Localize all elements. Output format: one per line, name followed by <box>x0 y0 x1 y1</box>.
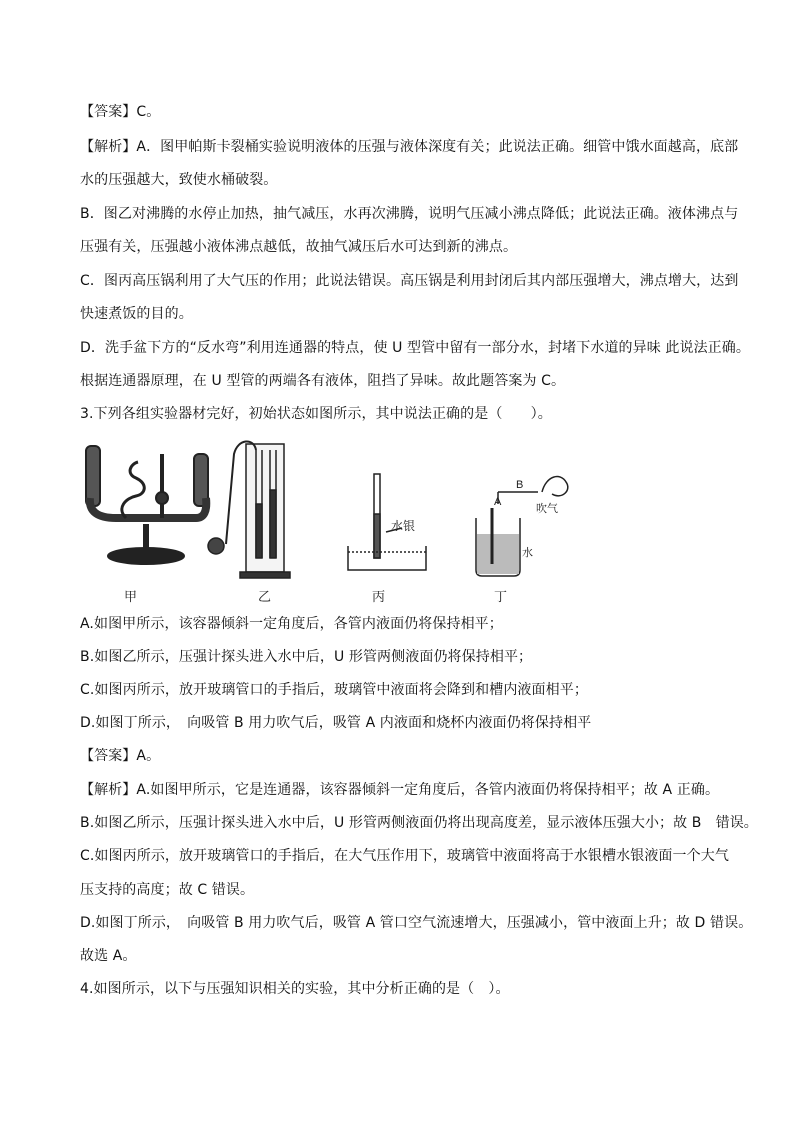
label-b: B <box>516 479 524 491</box>
option-c: C.如图丙所示，放开玻璃管口的手指后，玻璃管中液面将会降到和槽内液面相平； <box>80 682 588 698</box>
caption-ding: 丁 <box>494 590 508 605</box>
analysis-line: 压强有关，压强越小液体沸点越低，故抽气减压后水可达到新的沸点。 <box>80 239 518 255</box>
analysis-line: C．图丙高压锅利用了大气压的作用；此说法错误。高压锅是利用封闭后其内部压强增大，沸点增大，达到 <box>80 273 739 289</box>
figure-drawings <box>76 434 596 604</box>
caption-yi: 乙 <box>258 590 272 605</box>
question-line: 4.如图所示，以下与压强知识相关的实验，其中分析正确的是（ ）。 <box>80 981 510 997</box>
label-water: 水 <box>522 547 533 559</box>
analysis-line: 水的压强越大，致使水桶破裂。 <box>80 172 278 188</box>
label-a: A <box>494 496 502 508</box>
analysis-line: 快速煮饭的目的。 <box>80 306 193 322</box>
question-line: 3.下列各组实验器材完好，初始状态如图所示，其中说法正确的是（ ）。 <box>80 406 552 422</box>
figure-ding-straw <box>476 477 568 576</box>
experiment-figures <box>76 434 596 604</box>
figure-yi-manometer <box>208 441 290 578</box>
caption-jia: 甲 <box>124 590 138 605</box>
option-b: B.如图乙所示，压强计探头进入水中后，U 形管两侧液面仍将保持相平； <box>80 649 533 665</box>
analysis-line: D．洗手盆下方的“反水弯”利用连通器的特点，使 U 型管中留有一部分水，封堵下水道的异味 此说法正确。 <box>80 340 750 356</box>
caption-bing: 丙 <box>372 590 386 605</box>
label-blow: 吹气 <box>536 503 558 515</box>
analysis-line: C.如图丙所示，放开玻璃管口的手指后，在大气压作用下，玻璃管中液面将高于水银槽水银液面一个大气 <box>80 848 729 864</box>
analysis-line: 【解析】A.如图甲所示，它是连通器，该容器倾斜一定角度后，各管内液面仍将保持相平；故 A 正确。 <box>80 782 720 798</box>
label-mercury: 水银 <box>391 519 416 533</box>
answer-line: 【答案】A。 <box>80 748 161 764</box>
analysis-line: B．图乙对沸腾的水停止加热，抽气减压，水再次沸腾，说明气压减小沸点降低；此说法正确。液体沸点与 <box>80 206 739 222</box>
answer-line: 【答案】C。 <box>80 104 161 120</box>
analysis-line: B.如图乙所示，压强计探头进入水中后，U 形管两侧液面仍将出现高度差，显示液体压强大小；故 B 错误。 <box>80 815 758 831</box>
option-a: A.如图甲所示，该容器倾斜一定角度后，各管内液面仍将保持相平； <box>80 616 503 632</box>
analysis-line: 根据连通器原理，在 U 型管的两端各有液体，阻挡了异味。故此题答案为 C。 <box>80 373 566 389</box>
analysis-line: 【解析】A．图甲帕斯卡裂桶实验说明液体的压强与液体深度有关；此说法正确。细管中饿水面越高，底部 <box>80 139 739 155</box>
analysis-line: D.如图丁所示， 向吸管 B 用力吹气后，吸管 A 管口空气流速增大，压强减小，管中液面上升；故 D 错误。 <box>80 915 753 931</box>
analysis-line: 压支持的高度；故 C 错误。 <box>80 882 255 898</box>
option-d: D.如图丁所示， 向吸管 B 用力吹气后，吸管 A 内液面和烧杯内液面仍将保持相平 <box>80 715 592 731</box>
figure-jia-vessel <box>86 446 208 564</box>
conclusion-line: 故选 A。 <box>80 948 137 964</box>
